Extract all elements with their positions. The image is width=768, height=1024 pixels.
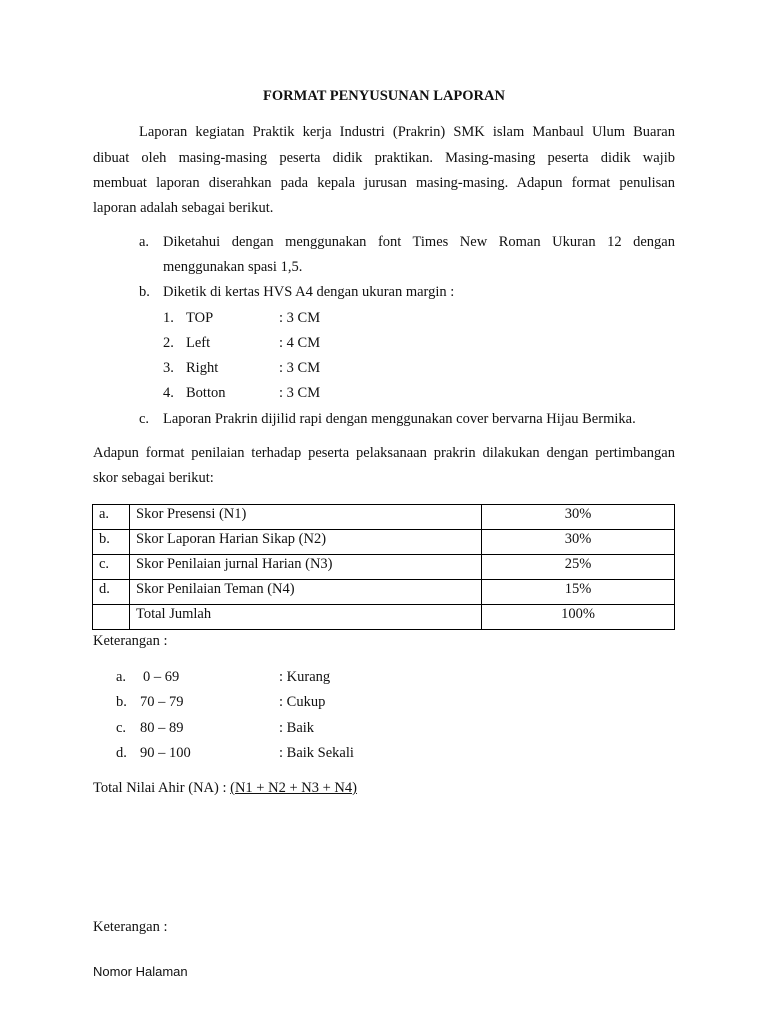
grade-marker: d.	[116, 745, 127, 761]
row-value: 30%	[482, 530, 675, 555]
assessment-line-1: Adapun format penilaian terhadap peserta pelaksanaan prakrin dilakukan dengan pertimbangan	[93, 445, 675, 461]
margin-value: : 4 CM	[279, 335, 321, 351]
grade-marker: b.	[116, 694, 127, 710]
table-row	[93, 555, 675, 580]
list-a-marker: a.	[139, 234, 150, 250]
row-key: a.	[93, 505, 130, 530]
grade-range: 90 – 100	[140, 745, 191, 761]
table-row	[93, 530, 675, 555]
row-key	[93, 605, 130, 630]
grade-desc: : Baik	[279, 720, 315, 736]
row-value: 100%	[482, 605, 675, 630]
grade-range: 70 – 79	[140, 694, 184, 710]
list-b-text: Diketik di kertas HVS A4 dengan ukuran margin :	[163, 284, 455, 300]
margin-num: 2.	[163, 335, 174, 351]
row-key: b.	[93, 530, 130, 555]
intro-line-3: membuat laporan diserahkan pada kepala jurusan masing-masing. Adapun format penulisan	[93, 175, 675, 191]
table-row	[93, 505, 675, 530]
total-nilai	[93, 781, 357, 796]
intro-line-1: Laporan kegiatan Praktik kerja Industri (Prakrin) SMK islam Manbaul Ulum Buaran	[139, 124, 675, 140]
keterangan-label-2: Keterangan :	[93, 919, 168, 935]
row-value: 30%	[482, 505, 675, 530]
row-value: 15%	[482, 580, 675, 605]
score-table	[92, 504, 675, 630]
margin-value: : 3 CM	[279, 310, 321, 326]
list-c-marker: c.	[139, 411, 150, 427]
row-label: Skor Penilaian Teman (N4)	[130, 580, 482, 605]
margin-num: 4.	[163, 385, 174, 401]
assessment-line-2: skor sebagai berikut:	[93, 470, 214, 486]
margin-value: : 3 CM	[279, 385, 321, 401]
row-label: Skor Penilaian jurnal Harian (N3)	[130, 555, 482, 580]
intro-line-4: laporan adalah sebagai berikut.	[93, 200, 274, 216]
grade-marker: c.	[116, 720, 127, 736]
margin-label: TOP	[186, 310, 214, 326]
table-row-total	[93, 605, 675, 630]
page-title: FORMAT PENYUSUNAN LAPORAN	[263, 88, 505, 104]
grade-desc: : Kurang	[279, 669, 331, 685]
row-label: Skor Laporan Harian Sikap (N2)	[130, 530, 482, 555]
margin-label: Botton	[186, 385, 226, 401]
keterangan-label: Keterangan :	[93, 633, 168, 649]
grade-desc: : Cukup	[279, 694, 326, 710]
list-b-marker: b.	[139, 284, 150, 300]
total-formula: (N1 + N2 + N3 + N4)	[230, 780, 357, 796]
grade-range: 0 – 69	[143, 669, 180, 685]
row-key: d.	[93, 580, 130, 605]
list-c-text: Laporan Prakrin dijilid rapi dengan menggunakan cover bervarna Hijau Bermika.	[163, 411, 636, 427]
list-a-line-1: Diketahui dengan menggunakan font Times New Roman Ukuran 12 dengan	[163, 234, 675, 250]
table-row	[93, 580, 675, 605]
row-key: c.	[93, 555, 130, 580]
intro-line-2: dibuat oleh masing-masing peserta didik praktikan. Masing-masing peserta didik wajib	[93, 150, 675, 166]
margin-label: Left	[186, 335, 211, 351]
grade-range: 80 – 89	[140, 720, 184, 736]
grade-marker: a.	[116, 669, 127, 685]
row-label: Total Jumlah	[130, 605, 482, 630]
margin-num: 3.	[163, 360, 174, 376]
row-value: 25%	[482, 555, 675, 580]
page-number-label: Nomor Halaman	[93, 964, 188, 979]
total-label: Total Nilai Ahir (NA) :	[93, 780, 231, 796]
list-a-line-2: menggunakan spasi 1,5.	[163, 259, 303, 275]
grade-desc: : Baik Sekali	[279, 745, 354, 761]
row-label: Skor Presensi (N1)	[130, 505, 482, 530]
margin-num: 1.	[163, 310, 174, 326]
margin-label: Right	[186, 360, 219, 376]
margin-value: : 3 CM	[279, 360, 321, 376]
